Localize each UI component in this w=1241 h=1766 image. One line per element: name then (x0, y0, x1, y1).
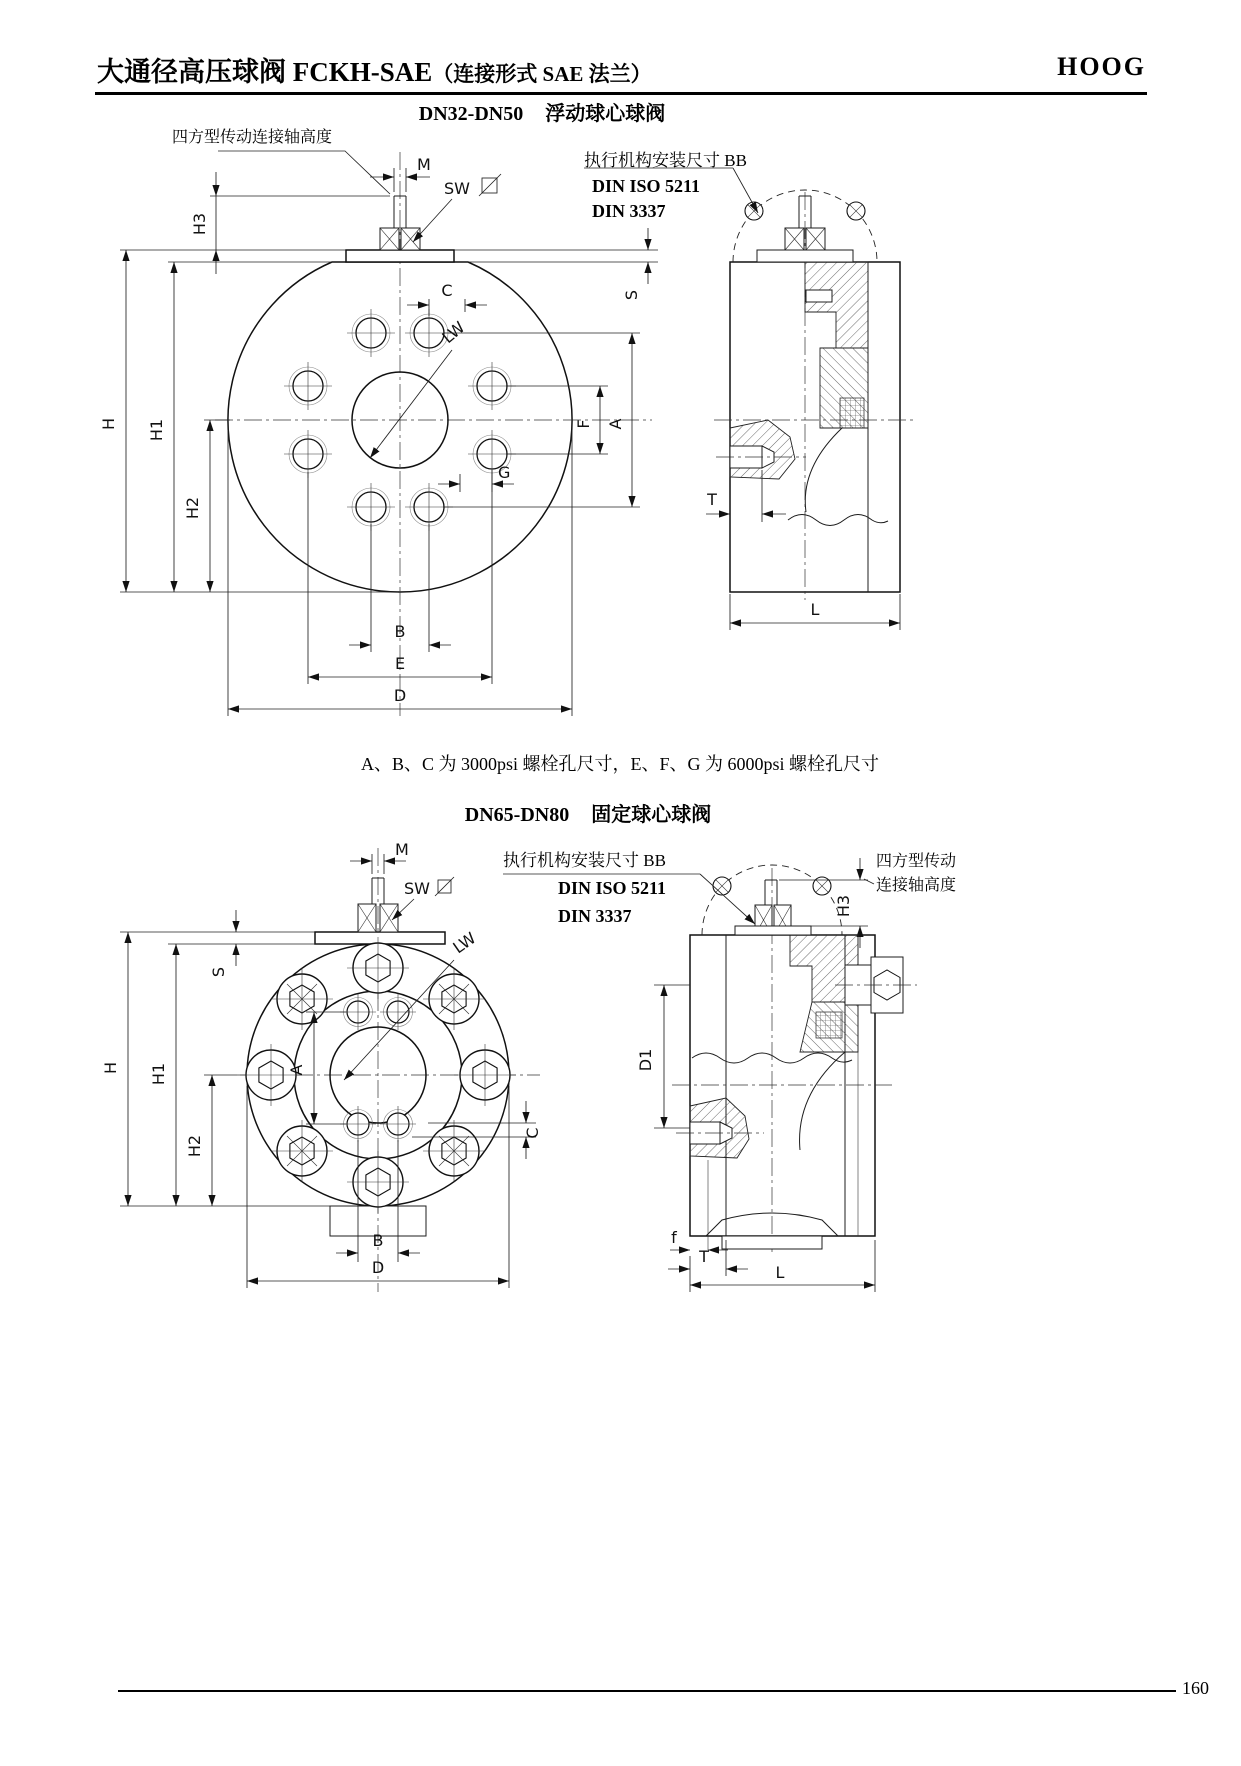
leader-shaft-note (218, 151, 390, 194)
dim-sw: SW (444, 179, 470, 198)
mounting-plate-2 (315, 932, 445, 944)
dim-l-2: L (775, 1263, 785, 1282)
dim-c: C (441, 281, 453, 300)
dim-g: G (498, 463, 511, 482)
actuator-note-1: 执行机构安装尺寸 BB (584, 151, 747, 170)
stem-nut-side-2 (735, 880, 811, 935)
page-title-sub: （连接形式 SAE 法兰） (432, 62, 652, 86)
leader-actuator-note (733, 168, 758, 213)
dim-b: B (394, 622, 406, 641)
standard2-1: DIN 3337 (592, 201, 666, 221)
dim-m: M (417, 155, 431, 174)
dim-c-2: C (523, 1127, 542, 1139)
actuator-bolt-hole (745, 202, 763, 220)
dim-h2: H2 (183, 496, 202, 520)
page-title-main: 大通径高压球阀 FCKH-SAE (97, 57, 433, 87)
dim-h1: H1 (147, 418, 166, 442)
brand-logo: HOOG (1057, 52, 1146, 81)
mounting-plate (346, 250, 454, 262)
page-number: 160 (1182, 1678, 1209, 1698)
dim-s-2: S (209, 966, 228, 978)
dim-h3: H3 (190, 212, 209, 236)
page-title (97, 50, 652, 89)
dim-d: D (393, 686, 407, 705)
standard1-2: DIN ISO 5211 (558, 878, 667, 898)
dim-h-2: H (101, 1061, 120, 1075)
square-shaft-note-2b: 连接轴高度 (876, 877, 957, 894)
actuator-bolt-hole-2 (713, 877, 731, 895)
dim-d-2: D (371, 1258, 385, 1277)
square-shaft-note-1: 四方型传动连接轴高度 (172, 129, 333, 146)
side-view-dn32 (584, 168, 916, 630)
front-view-dn65 (237, 848, 540, 1292)
standard1-1: DIN ISO 5211 (592, 176, 701, 196)
side-view-dn65 (503, 858, 917, 1292)
dim-s: S (622, 289, 641, 301)
dim-a-2: A (287, 1064, 306, 1076)
dim-sw-2: SW (404, 879, 430, 898)
dim-m-2: M (395, 842, 409, 859)
actuator-note-2: 执行机构安装尺寸 BB (503, 851, 666, 870)
square-shaft-note-2a: 四方型传动 (876, 853, 957, 870)
dim-l: L (810, 600, 820, 619)
dim-f: F (574, 419, 593, 429)
dim-b-2: B (372, 1231, 384, 1250)
dim-h2-2: H2 (185, 1134, 204, 1158)
dim-h: H (99, 417, 118, 431)
standard2-2: DIN 3337 (558, 906, 632, 926)
section1-code: DN32-DN50 (418, 103, 524, 125)
section2-title (318, 798, 858, 827)
dim-f-2: f (671, 1228, 677, 1247)
header-rule (95, 92, 1147, 95)
dim-h3-2: H3 (834, 894, 853, 918)
dim-a: A (606, 418, 625, 430)
dim-h1-2: H1 (149, 1062, 168, 1086)
footer-rule (118, 1690, 1176, 1692)
section2-code: DN65-DN80 (464, 804, 570, 826)
dim-t-2: T (699, 1247, 709, 1266)
drawing-dn65-dn80 (0, 842, 1241, 1294)
section2-name: 固定球心球阀 (591, 804, 712, 826)
front-view-dn32 (215, 152, 652, 716)
dim-lw-2: LW (449, 928, 480, 958)
section1-name: 浮动球心球阀 (545, 103, 666, 125)
drawing-dn32-dn50 (0, 118, 1241, 722)
dim-lw: LW (438, 317, 469, 348)
dim-d1: D1 (636, 1048, 655, 1072)
actuator-bolt-hole (847, 202, 865, 220)
dim-e: E (394, 654, 406, 673)
pressure-note: A、B、C 为 3000psi 螺栓孔尺寸，E、F、G 为 6000psi 螺栓孔尺寸 (360, 754, 880, 774)
dim-t: T (707, 490, 717, 509)
